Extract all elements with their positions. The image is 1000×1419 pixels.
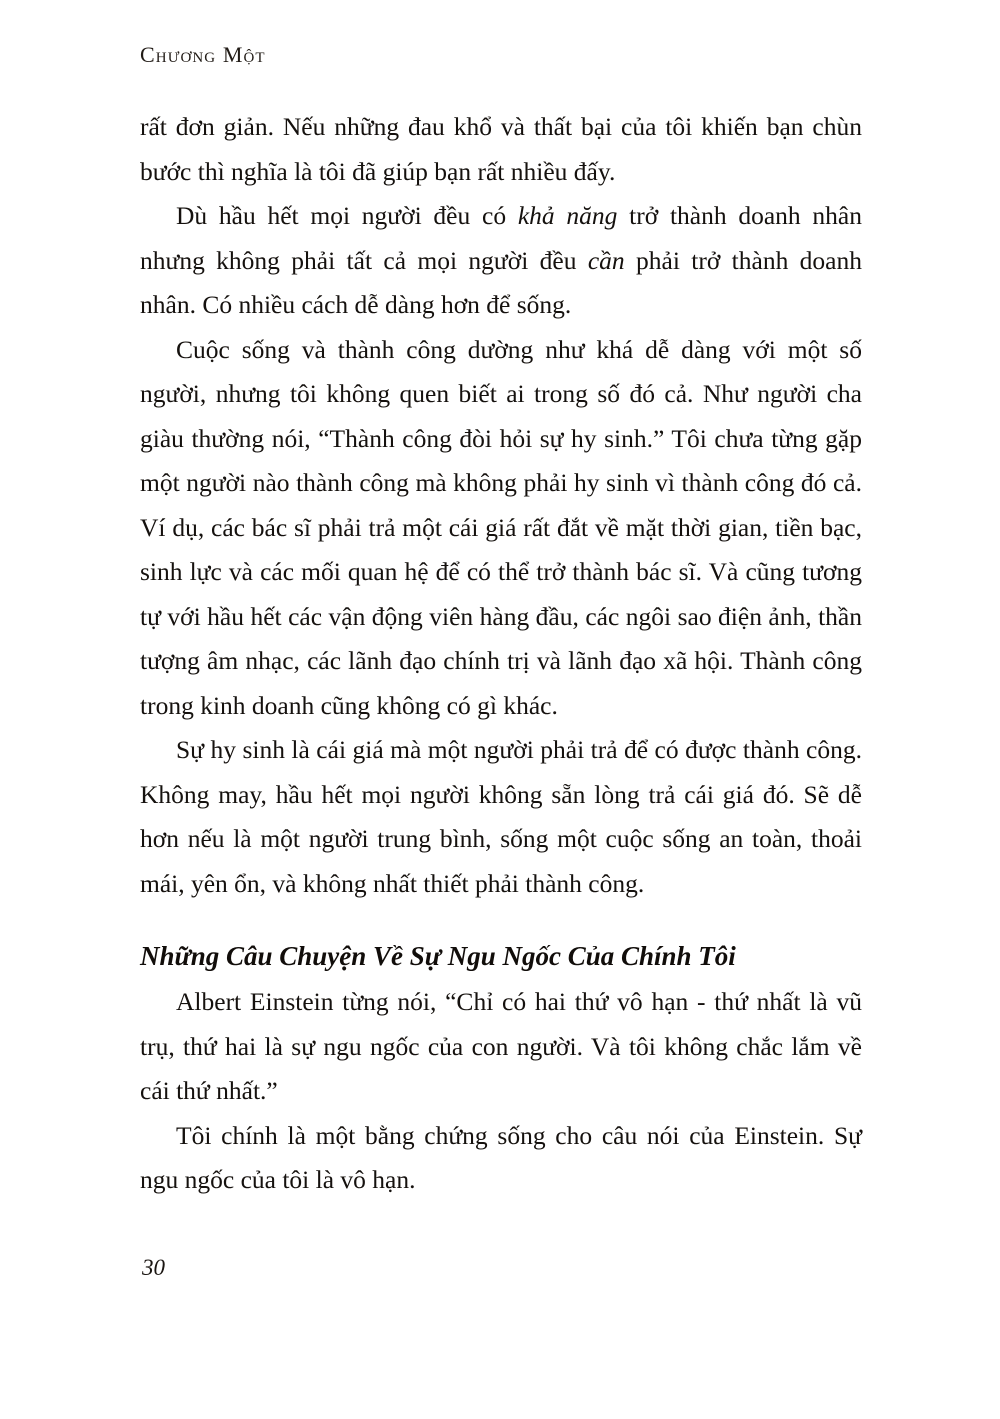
paragraph-2-run-2: trở thành doanh nhân nhưng không phải tất cả mọi người đều [140, 201, 862, 275]
running-head: Chương Một [140, 42, 266, 67]
page-number: 30 [142, 1255, 165, 1280]
paragraph-2-run-3: phải trở thành doanh nhân. Có nhiều cách dễ dàng hơn để sống. [140, 245, 862, 319]
emphasis-can: cần [587, 245, 625, 275]
section-heading: Những Câu Chuyện Về Sự Ngu Ngốc Của Chính Tôi [140, 941, 736, 971]
body-text-column [140, 105, 862, 1203]
paragraph-6: Tôi chính là một bằng chứng sống cho câu nói của Einstein. Sự ngu ngốc của tôi là vô hạn. [140, 1120, 862, 1194]
emphasis-kha-nang: khả năng [517, 201, 618, 230]
paragraph-2 [140, 194, 862, 328]
paragraph-2-run-1: Dù hầu hết mọi người đều có [176, 201, 518, 230]
paragraph-3: Cuộc sống và thành công dường như khá dễ dàng với một số người, nhưng tôi không quen biết ai trong số đó cả. Như người cha giàu thường nói, “Thành công đòi hỏi sự hy sinh.” Tôi chưa từng gặp một người nào thành công mà không phải hy sinh vì thành công đó cả. Ví dụ, các bác sĩ phải trả một cái giá rất đắt về mặt thời gian, tiền bạc, sinh lực và các mối quan hệ để có thể trở thành bác sĩ. Và cũng tương tự với hầu hết các vận động viên hàng đầu, các ngôi sao điện ảnh, thần tượng âm nhạc, các lãnh đạo chính trị và lãnh đạo xã hội. Thành công trong kinh doanh cũng không có gì khác. [140, 334, 862, 720]
paragraph-4: Sự hy sinh là cái giá mà một người phải trả để có được thành công. Không may, hầu hết mọi người không sẵn lòng trả cái giá đó. Sẽ dễ hơn nếu là một người trung bình, sống một cuộc sống an toàn, thoải mái, yên ổn, và không nhất thiết phải thành công. [140, 735, 862, 898]
paragraph-1: rất đơn giản. Nếu những đau khổ và thất bại của tôi khiến bạn chùn bước thì nghĩa là tôi đã giúp bạn rất nhiều đấy. [140, 112, 862, 186]
paragraph-5: Albert Einstein từng nói, “Chỉ có hai thứ vô hạn - thứ nhất là vũ trụ, thứ hai là sự ngu ngốc của con người. Và tôi không chắc lắm về cái thứ nhất.” [140, 987, 862, 1105]
